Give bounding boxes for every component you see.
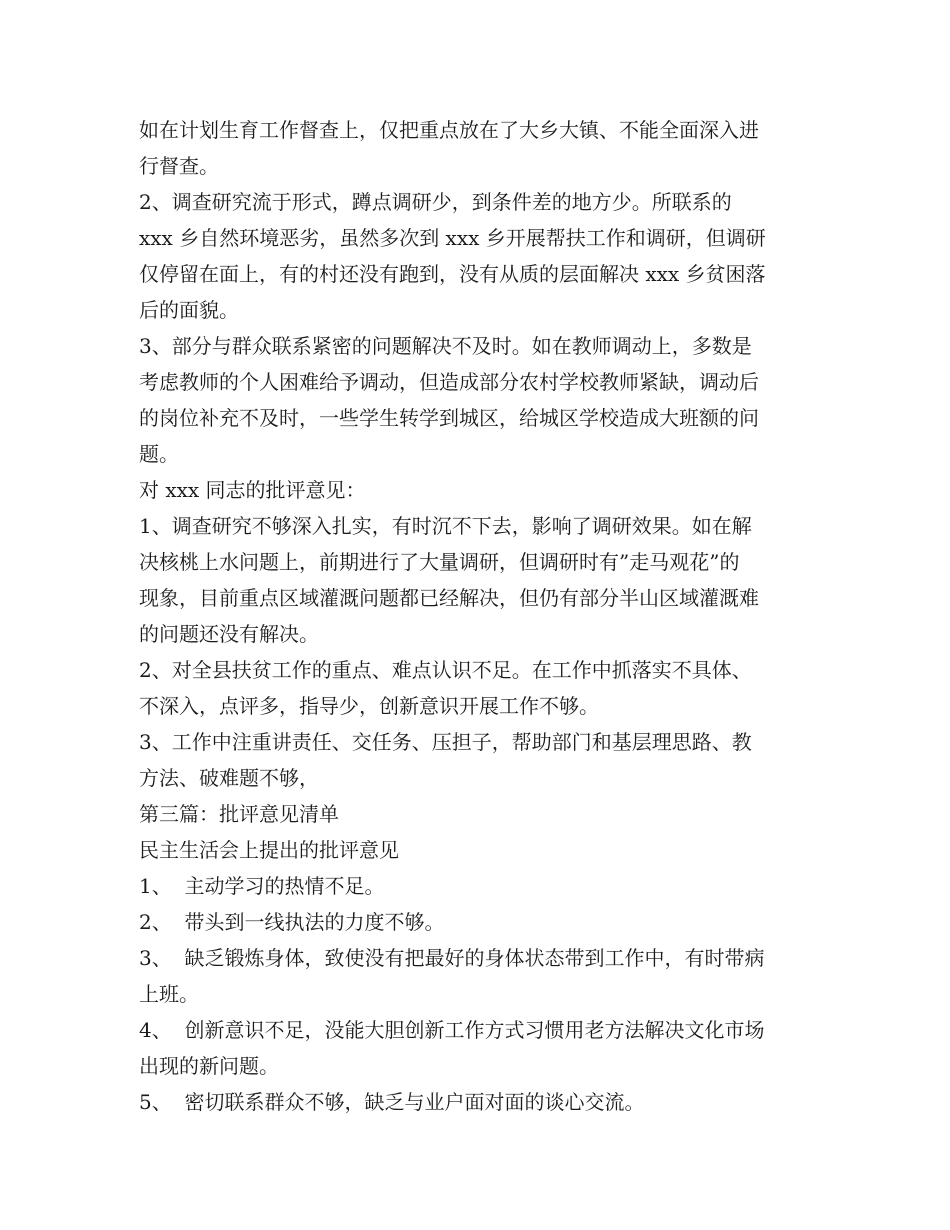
text-line: 现象，目前重点区域灌溉问题都已经解决，但仍有部分半山区域灌溉难 <box>139 586 759 610</box>
text-line: 题。 <box>139 442 179 466</box>
document-body <box>139 112 819 1120</box>
text-line: 上班。 <box>139 982 199 1006</box>
section-heading: 对 xxx 同志的批评意见： <box>139 478 366 502</box>
text-line: 考虑教师的个人困难给予调动，但造成部分农村学校教师紧缺，调动后 <box>139 370 759 394</box>
section-heading: 第三篇：批评意见清单 <box>139 802 339 826</box>
text-line: 方法、破难题不够， <box>139 766 319 790</box>
text-line: 不深入，点评多，指导少，创新意识开展工作不够。 <box>139 694 599 718</box>
text-line: 的问题还没有解决。 <box>139 622 319 646</box>
text-line: 1、调查研究不够深入扎实，有时沉不下去，影响了调研效果。如在解 <box>139 514 752 538</box>
list-item: 3、 缺乏锻炼身体，致使没有把最好的身体状态带到工作中，有时带病 <box>139 946 765 970</box>
list-item: 4、 创新意识不足，没能大胆创新工作方式习惯用老方法解决文化市场 <box>139 1018 765 1042</box>
text-line: 3、部分与群众联系紧密的问题解决不及时。如在教师调动上，多数是 <box>139 334 752 358</box>
text-line: 的岗位补充不及时，一些学生转学到城区，给城区学校造成大班额的问 <box>139 406 759 430</box>
text-line: 2、调查研究流于形式，蹲点调研少，到条件差的地方少。所联系的 <box>139 190 732 214</box>
section-heading: 民主生活会上提出的批评意见 <box>139 838 399 862</box>
list-item: 1、 主动学习的热情不足。 <box>139 874 385 898</box>
text-line: 决核桃上水问题上，前期进行了大量调研，但调研时有”走马观花”的 <box>139 550 740 574</box>
text-line: 出现的新问题。 <box>139 1054 279 1078</box>
list-item: 5、 密切联系群众不够，缺乏与业户面对面的谈心交流。 <box>139 1090 645 1114</box>
text-line: 3、工作中注重讲责任、交任务、压担子，帮助部门和基层理思路、教 <box>139 730 752 754</box>
text-line: 仅停留在面上，有的村还没有跑到，没有从质的层面解决 xxx 乡贫困落 <box>139 262 766 286</box>
text-line: 2、对全县扶贫工作的重点、难点认识不足。在工作中抓落实不具体、 <box>139 658 752 682</box>
text-line: 后的面貌。 <box>139 298 239 322</box>
text-line: xxx 乡自然环境恶劣，虽然多次到 xxx 乡开展帮扶工作和调研，但调研 <box>139 226 766 250</box>
text-line: 行督查。 <box>139 154 219 178</box>
text-line: 如在计划生育工作督查上，仅把重点放在了大乡大镇、不能全面深入进 <box>139 118 759 142</box>
list-item: 2、 带头到一线执法的力度不够。 <box>139 910 445 934</box>
